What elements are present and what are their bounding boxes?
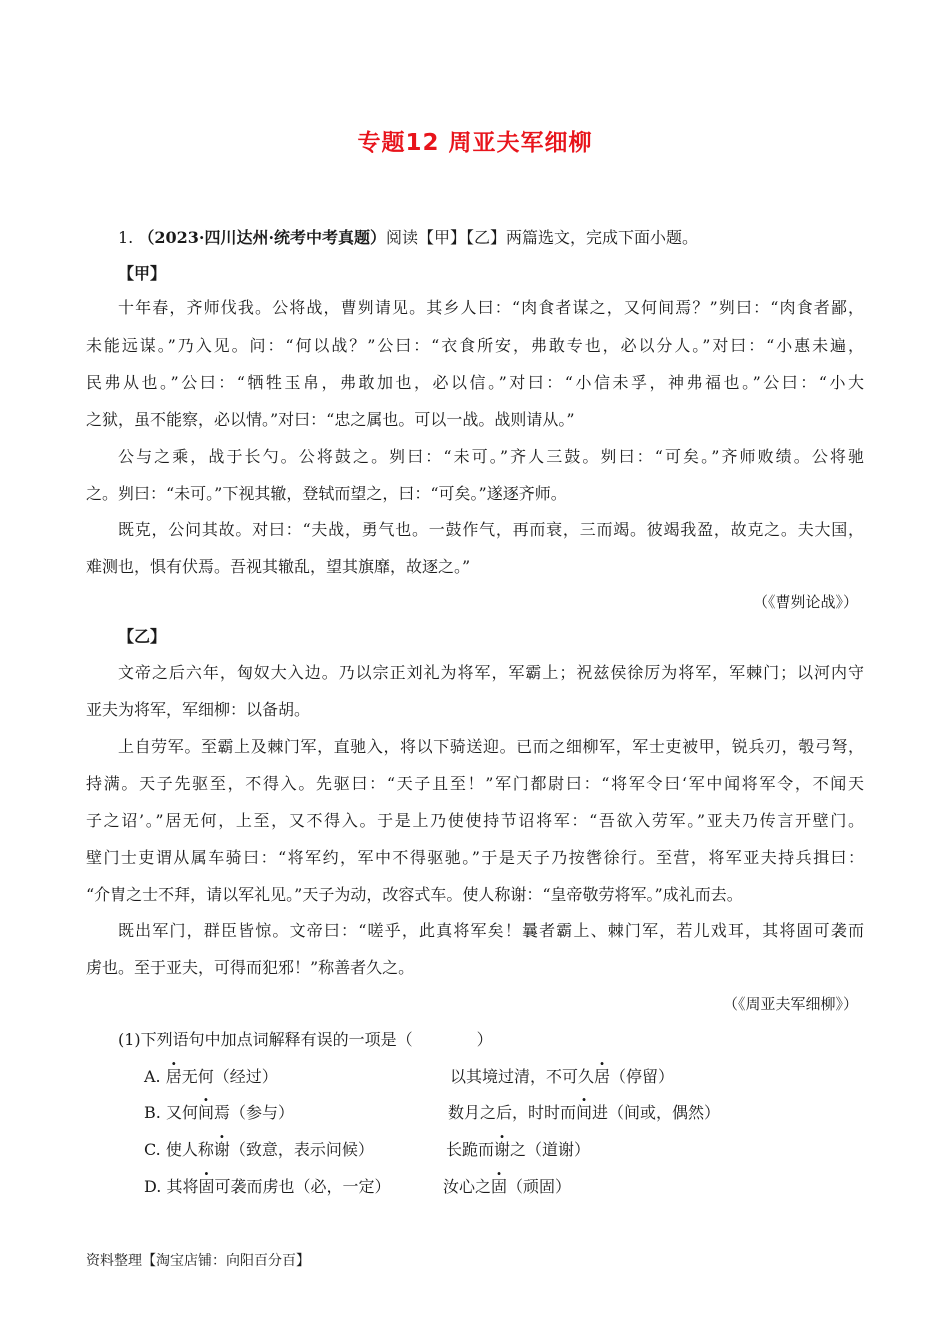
option-d-compare: 汝心之固（顽固） [443, 1177, 572, 1196]
footer-note: 资料整理【淘宝店铺：向阳百分百】 [86, 1253, 310, 1269]
jia-line: 之。刿曰：“未可。”下视其辙，登轼而望之，曰：“可矣。”遂逐齐师。 [86, 484, 567, 503]
question-number: 1. [118, 228, 134, 247]
yi-label: 【乙】 [118, 627, 167, 646]
subquestion-stem: (1)下列语句中加点词解释有误的一项是（ ） [118, 1030, 493, 1049]
dotted-word: 间 [197, 1103, 214, 1122]
dotted-word: 居 [594, 1067, 611, 1086]
yi-line: 既出军门，群臣皆惊。文帝曰：“嗟乎，此真将军矣！曩者霸上、棘门军，若儿戏耳，其将固可袭而 [118, 921, 864, 940]
jia-line: 既克，公问其故。对曰：“夫战，勇气也。一鼓作气，再而衰，三而竭。彼竭我盈，故克之。夫大国， [118, 520, 864, 539]
yi-line: 上自劳军。至霸上及棘门军，直驰入，将以下骑送迎。已而之细柳军，军士吏被甲，锐兵刃，彀弓弩， [118, 737, 864, 756]
yi-line: 亚夫为将军，军细柳：以备胡。 [86, 700, 311, 719]
yi-source: （《周亚夫军细柳》） [722, 995, 858, 1013]
option-a[interactable]: A. 居无何（经过） [144, 1067, 278, 1086]
page-title: 专题12 周亚夫军细柳 [357, 130, 593, 156]
dotted-word: 居 [165, 1067, 182, 1086]
dotted-word: 谢 [213, 1140, 230, 1159]
yi-line: 子之诏’。”居无何，上至，又不得入。于是上乃使使持节诏将军：“吾欲入劳军。”亚夫乃传言开壁门。 [86, 811, 864, 830]
option-c[interactable]: C. 使人称谢（致意，表示问候） [144, 1140, 374, 1159]
question-intro: 阅读【甲】【乙】两篇选文，完成下面小题。 [386, 228, 699, 247]
yi-line: 虏也。至于亚夫，可得而犯邪！”称善者久之。 [86, 958, 415, 977]
jia-source: （《曹刿论战》） [752, 593, 858, 611]
question-header [118, 228, 698, 248]
jia-line: 十年春，齐师伐我。公将战，曹刿请见。其乡人曰：“肉食者谋之，又何间焉？”刿曰：“肉食者鄙， [118, 298, 864, 317]
jia-line: 之狱，虽不能察，必以情。”对曰：“忠之属也。可以一战。战则请从。” [86, 410, 575, 429]
dotted-word: 固 [198, 1177, 215, 1196]
option-d[interactable]: D. 其将固可袭而虏也（必，一定） [144, 1177, 391, 1196]
option-a-compare: 以其境过清，不可久居（停留） [450, 1067, 675, 1086]
question-source: （2023·四川达州·统考中考真题） [138, 228, 387, 247]
option-b-compare: 数月之后，时时而间进（间或，偶然） [448, 1103, 721, 1122]
jia-label: 【甲】 [118, 264, 167, 283]
dotted-word: 谢 [494, 1140, 511, 1159]
jia-line: 民弗从也。”公曰：“牺牲玉帛，弗敢加也，必以信。”对曰：“小信未孚，神弗福也。”公曰：“小大 [86, 373, 864, 392]
dotted-word: 固 [491, 1177, 508, 1196]
yi-line: “介胄之士不拜，请以军礼见。”天子为动，改容式车。使人称谢：“皇帝敬劳将军。”成礼而去。 [86, 885, 743, 904]
dotted-word: 间 [576, 1103, 593, 1122]
jia-line: 未能远谋。”乃入见。问：“何以战？”公曰：“衣食所安，弗敢专也，必以分人。”对曰：“小惠未遍， [86, 336, 864, 355]
jia-line: 难测也，惧有伏焉。吾视其辙乱，望其旗靡，故逐之。” [86, 557, 471, 576]
option-b[interactable]: B. 又何间焉（参与） [144, 1103, 294, 1122]
yi-line: 持满。天子先驱至，不得入。先驱曰：“天子且至！”军门都尉曰：“将军令曰‘军中闻将军令，不闻天 [86, 774, 864, 793]
option-c-compare: 长跪而谢之（道谢） [446, 1140, 591, 1159]
yi-line: 文帝之后六年，匈奴大入边。乃以宗正刘礼为将军，军霸上；祝兹侯徐厉为将军，军棘门；以河内守 [118, 663, 864, 682]
yi-line: 壁门士吏谓从属车骑曰：“将军约，军中不得驱驰。”于是天子乃按辔徐行。至营，将军亚夫持兵揖曰： [86, 848, 864, 867]
jia-line: 公与之乘，战于长勺。公将鼓之。刿曰：“未可。”齐人三鼓。刿曰：“可矣。”齐师败绩。公将驰 [118, 447, 864, 466]
